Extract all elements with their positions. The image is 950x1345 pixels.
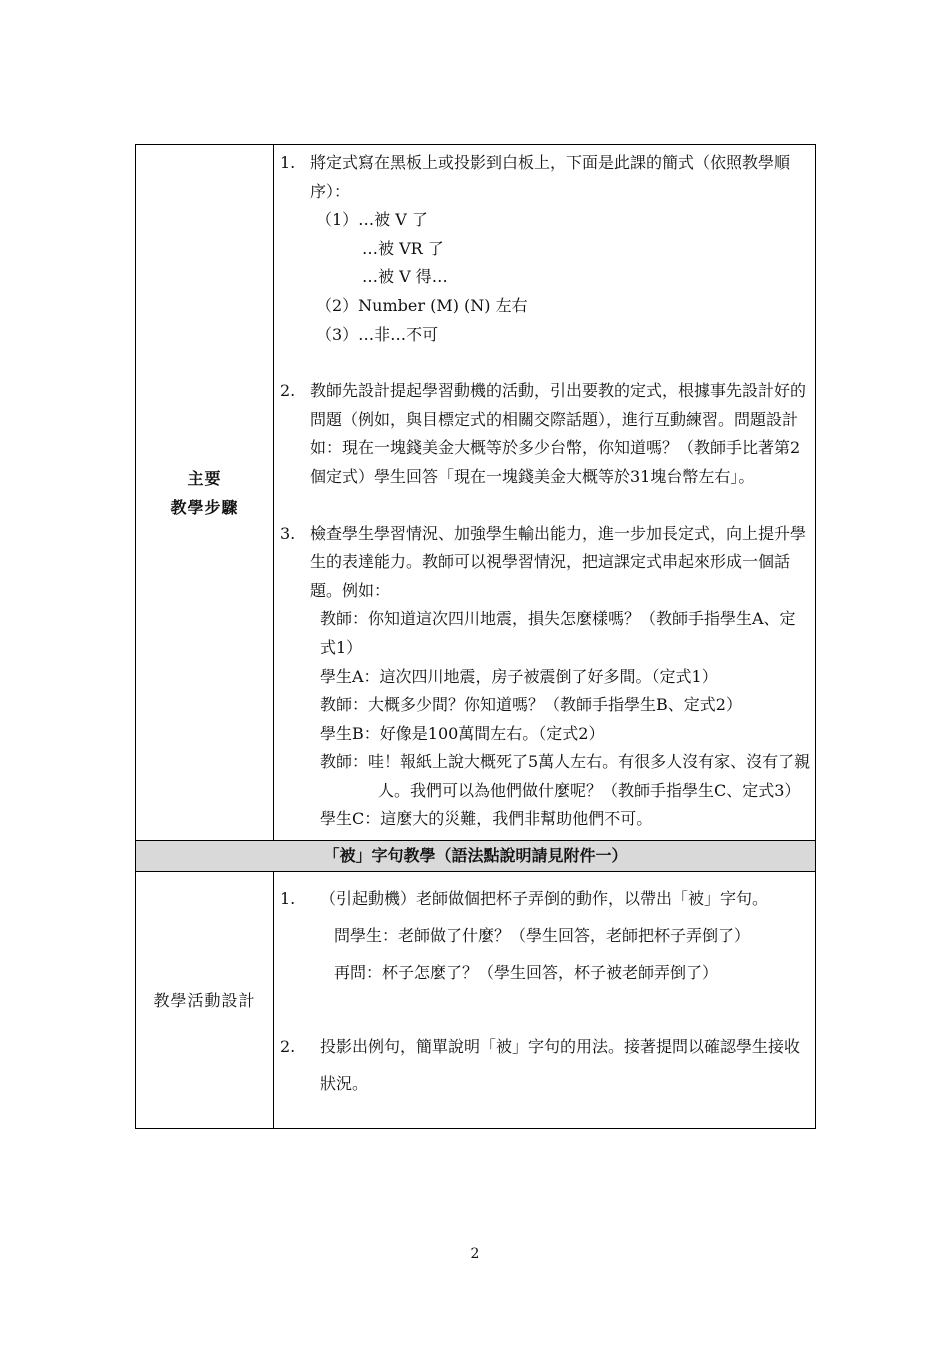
dialogue-line: 學生C：這麼大的災難，我們非幫助他們不可。 bbox=[320, 809, 653, 829]
question-line: 再問：杯子怎麼了？（學生回答，杯子被老師弄倒了） bbox=[334, 963, 719, 983]
activity-content bbox=[274, 872, 816, 1129]
step-1: 1. 將定式寫在黑板上或投影到白板上，下面是此課的簡式（依照教學順序）： bbox=[280, 153, 791, 201]
pattern-1c: …被 V 得… bbox=[362, 267, 448, 287]
main-steps-content bbox=[274, 145, 816, 841]
dialogue-line: 教師：哇！報紙上說大概死了5萬人左右。有很多人沒有家、沒有了親人。我們可以為他們做什麼呢？（教師手指學生C、定式3） bbox=[320, 752, 811, 800]
pattern-1: （1）…被 V 了 bbox=[316, 210, 428, 230]
question-line: 問學生：老師做了什麼？（學生回答，老師把杯子弄倒了） bbox=[334, 926, 751, 946]
main-steps-label: 主要 教學步驟 bbox=[136, 145, 274, 841]
pattern-1b: …被 VR 了 bbox=[362, 238, 444, 258]
step-2: 2. 教師先設計提起學習動機的活動，引出要教的定式，根據事先設計好的問題（例如，與目標定式的相關交際話題），進行互動練習。問題設計如：現在一塊錢美金大概等於多少台幣，你知道嗎？（教師手比著第2個定式）學生回答「現在一塊錢美金大概等於31塊台幣左右」。 bbox=[280, 381, 807, 486]
banner-row bbox=[136, 841, 816, 872]
dialogue-line: 學生A：這次四川地震，房子被震倒了好多間。（定式1） bbox=[320, 666, 718, 686]
section-banner: 「被」字句教學（語法點說明請見附件一） bbox=[136, 841, 816, 872]
dialogue-line: 教師：大概多少間？你知道嗎？（教師手指學生B、定式2） bbox=[320, 695, 742, 715]
step-3: 3. 檢查學生學習情況、加強學生輸出能力，進一步加長定式，向上提升學生的表達能力。教師可以視學習情況，把這課定式串起來形成一個話題。例如： bbox=[280, 523, 807, 600]
lesson-plan-table bbox=[135, 144, 816, 1129]
pattern-3: （3）…非…不可 bbox=[316, 324, 439, 344]
activity-row bbox=[136, 872, 816, 1129]
dialogue-line: 學生B：好像是100萬間左右。（定式2） bbox=[320, 723, 605, 743]
activity-label: 教學活動設計 bbox=[136, 872, 274, 1129]
main-steps-row bbox=[136, 145, 816, 841]
page-number: 2 bbox=[470, 1246, 480, 1262]
pattern-2: （2）Number (M) (N) 左右 bbox=[316, 295, 528, 315]
activity-1: 1. （引起動機）老師做個把杯子弄倒的動作，以帶出「被」字句。 bbox=[280, 889, 769, 909]
activity-2: 2. 投影出例句，簡單說明「被」字句的用法。接著提問以確認學生接收狀況。 bbox=[280, 1037, 801, 1094]
dialogue-line: 教師：你知道這次四川地震，損失怎麼樣嗎？（教師手指學生A、定式1） bbox=[320, 609, 796, 657]
